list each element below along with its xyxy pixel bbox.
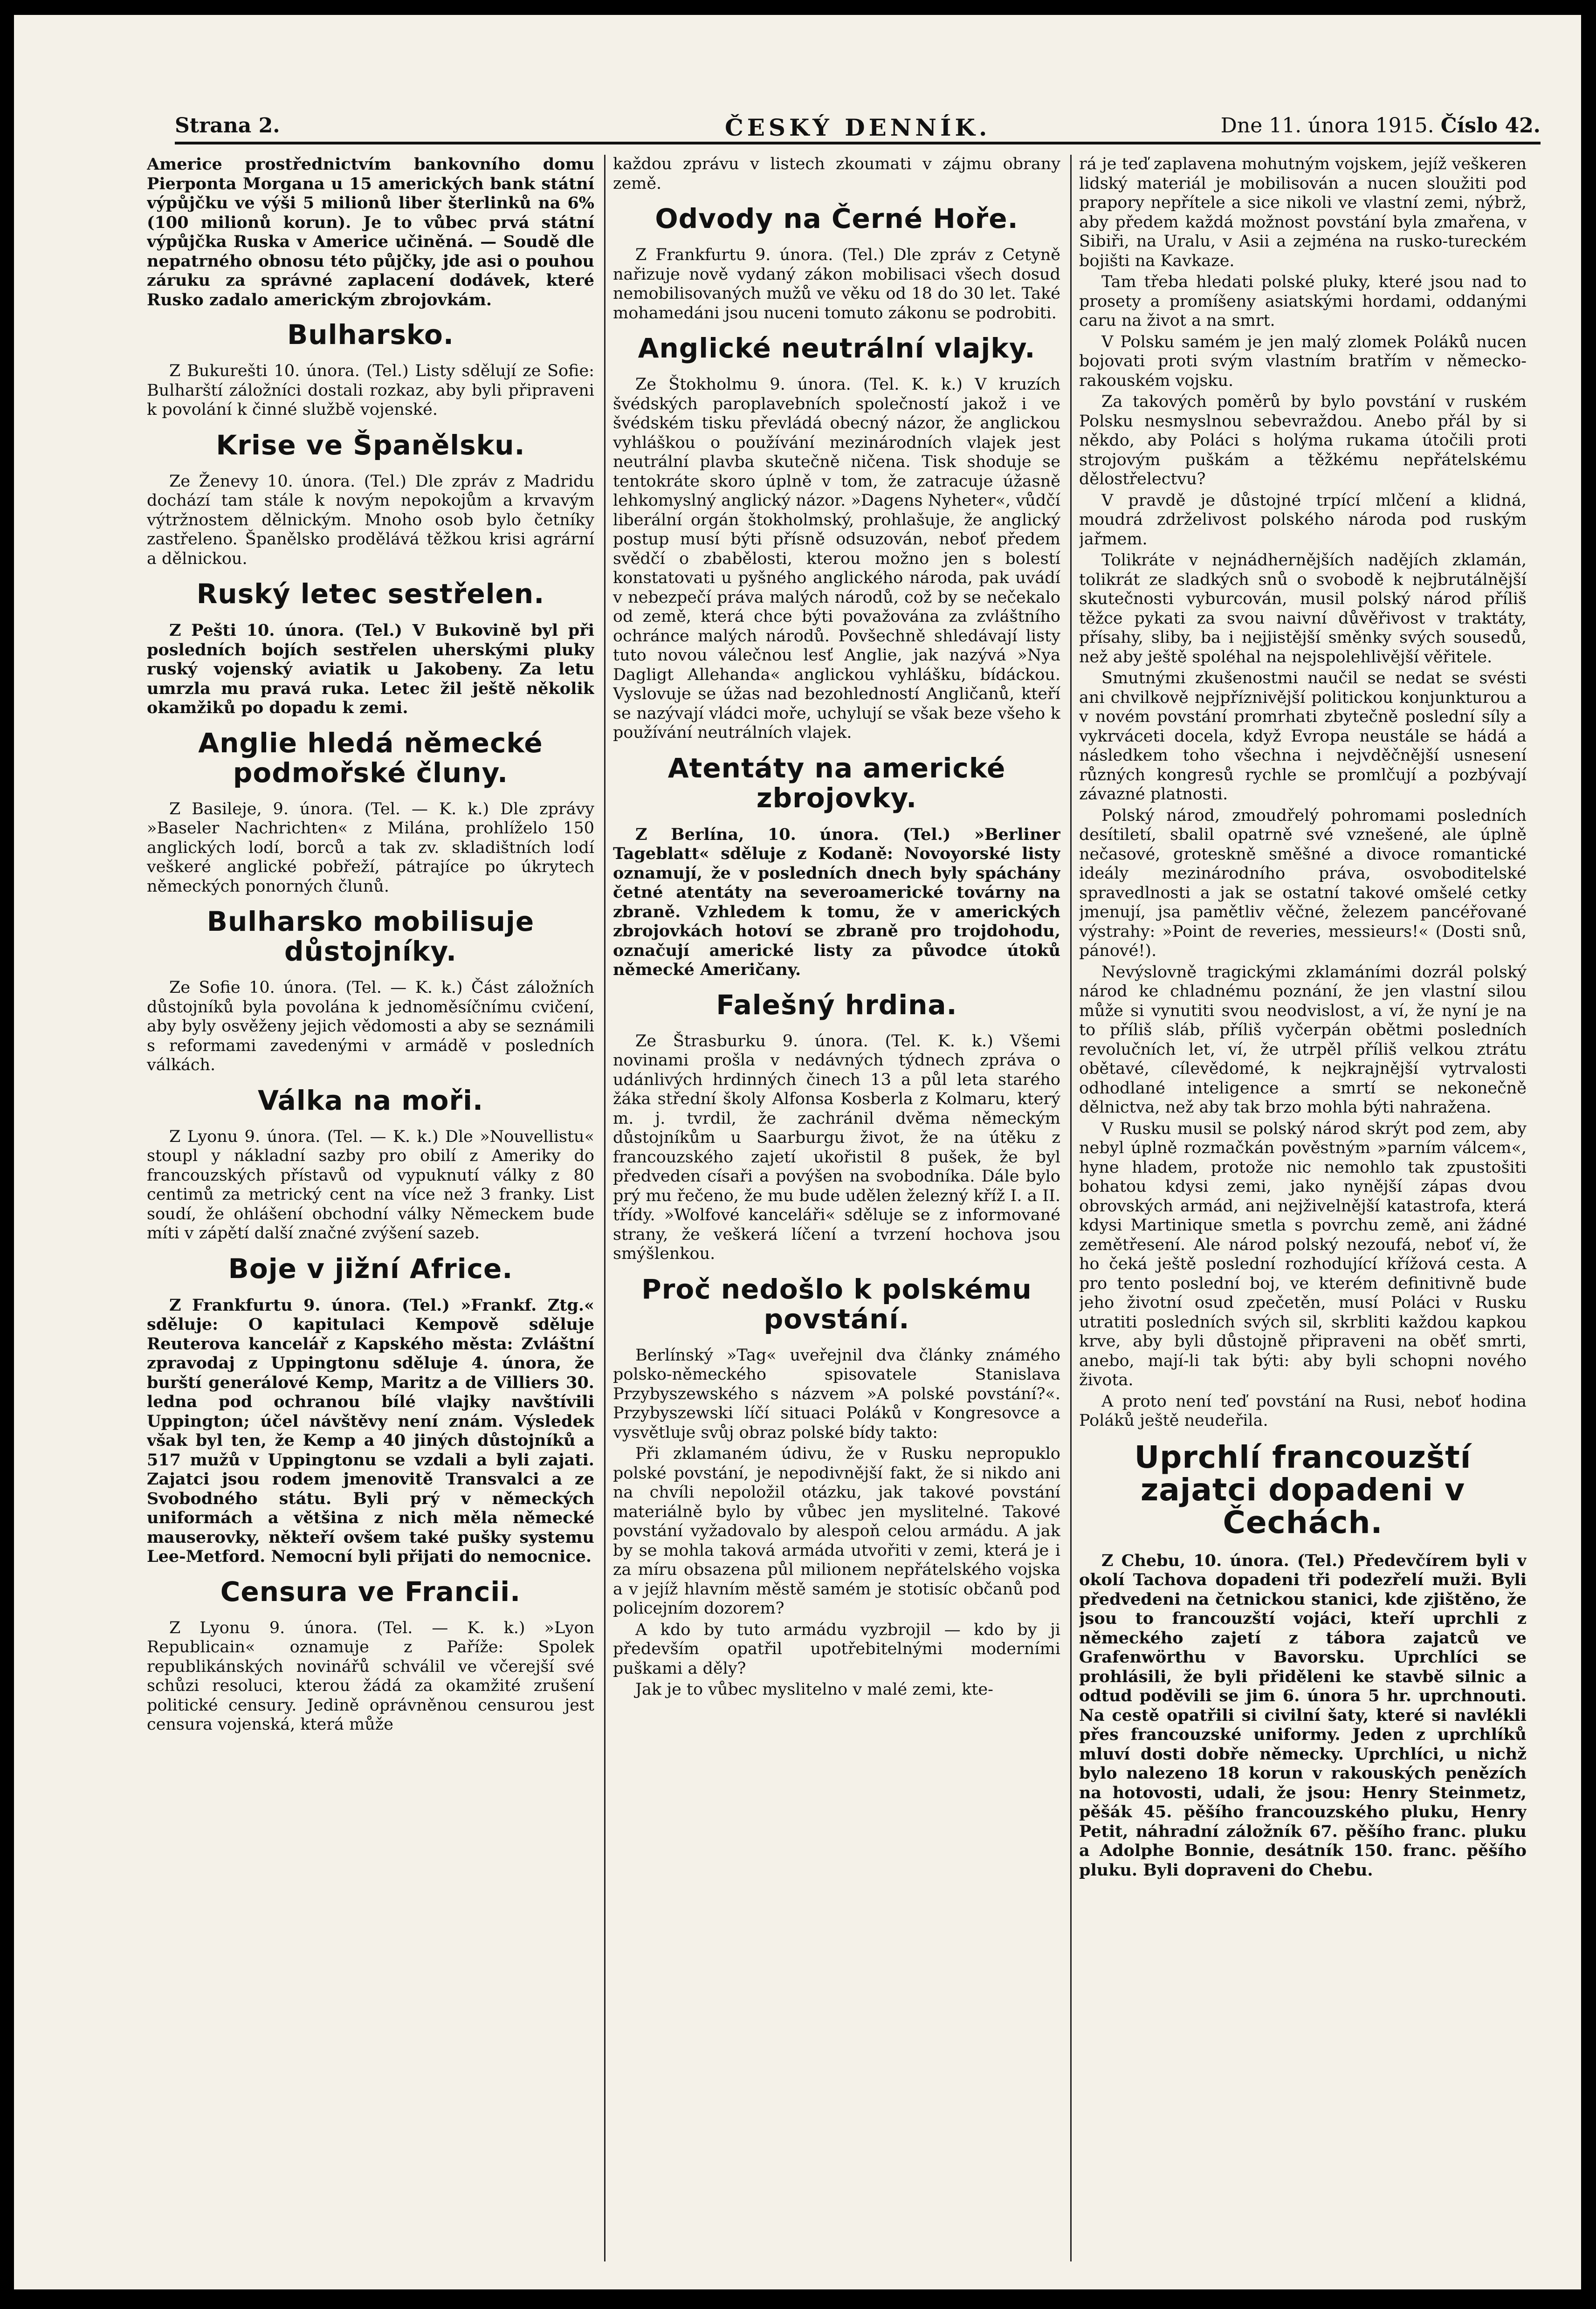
header-rule	[175, 142, 1541, 144]
article-body: Za takových poměrů by bylo povstání v ruském Polsku nesmyslnou sebevraždou. Anebo přál by si někdo, aby Poláci s holýma rukama útočili proti strojovým puškám a těžkému nepřátelskému dělostřelectvu?	[1079, 392, 1527, 488]
headline-falesny-hrdina: Falešný hrdina.	[716, 989, 957, 1021]
headline-polske-povstani: Proč nedošlo k polskému povstání.	[641, 1273, 1032, 1335]
article-body: Ze Sofie 10. února. (Tel. — K. k.) Část záložních důstojníků byla povolána k jednoměsíčnímu cvičení, aby byly osvěženy jejich vědomosti a aby se seznámili s reformami zavedenými v armádě v posledních válkách.	[147, 978, 594, 1074]
headline-atentaty-zbrojovky: Atentáty na americké zbrojovky.	[667, 752, 1006, 814]
article-continuation: každou zprávu v listech zkoumati v zájmu obrany země.	[613, 155, 1060, 193]
article-body: Z Berlína, 10. února. (Tel.) »Berliner Tageblatt« sděluje z Kodaně: Novoyorské listy oznamují, že v posledních dnech byly spáchány četné atentáty na severoamerické továrny na zbraně. Vzhledem k tomu, že v amerických zbrojovkách hotoví se zbraně pro trojdohodu, označují americké listy za původce útoků německé Američany.	[613, 825, 1060, 979]
article-body: V Polsku samém je jen malý zlomek Poláků nucen bojovati proti svým vlastním bratřím v německo-rakouském vojsku.	[1079, 332, 1527, 390]
headline-anglie-cluny: Anglie hledá německé podmořské čluny.	[198, 727, 543, 789]
article-body: Z Pešti 10. února. (Tel.) V Bukovině byl při posledních bojích sestřelen uherskými pluky ruský vojenský aviatik u Jakobeny. Za letu umrzla mu pravá ruka. Letec žil ještě několik okamžiků po dopadu k zemi.	[147, 621, 594, 717]
headline-censura-francie: Censura ve Francii.	[220, 1575, 521, 1608]
article-body: Ze Štrasburku 9. února. (Tel. K. k.) Všemi novinami prošla v nedávných týdnech zpráva o udánlivých hrdinných činech 13 a půl leta starého žáka střední školy Alfonsa Kosberla z Kolmaru, který m. j. tvrdil, že zachránil dvěma německým důstojníkům u Saarburgu život, že na útěku z francouzského zajetí ukořistil 8 pušek, že byl předveden císaři a povýšen na svobodníka. Dále bylo prý mu řečeno, že mu bude udělen železný kříž I. a II. třídy. »Wolfové kanceláři« sděluje se z informované strany, že veškerá líčení a tvrzení hochova jsou smýšlenkou.	[613, 1031, 1060, 1263]
issue-info	[1221, 114, 1541, 137]
article-body: Nevýslovně tragickými zklamáními dozrál polský národ ke chladnému poznání, že jen vlastní silou může si vynutiti svou neodvislost, a ví, že nyní je na to příliš sláb, příliš vyčerpán obětmi posledních revolučních let, ví, že utrpěl příliš velkou ztrátu obětavé, cílevědomé, k nejkrajnější vytrvalosti odhodlané inteligence a smrtí se nekonečně dělnictva, než aby tak brzo mohla býti nahražena.	[1079, 962, 1527, 1117]
article-body: Jak je to vůbec myslitelno v malé zemi, kte-	[635, 1680, 993, 1699]
headline-krise-spanelsko: Krise ve Španělsku.	[216, 429, 525, 461]
article-body: Z Frankfurtu 9. února. (Tel.) Dle zpráv z Cetyně nařizuje nově vydaný zákon mobilisaci všech dosud nemobilisovaných mužů ve věku od 18 do 30 let. Také mohamedáni jsou nuceni tomuto zákonu se podrobiti.	[613, 246, 1060, 323]
article-body: Z Lyonu 9. února. (Tel. — K. k.) »Lyon Republicain« oznamuje z Paříže: Spolek republikánských novinářů schválil ve včerejší své schůzi resoluci, kterou žádá za okamžité zrušení politické censury. Jedině oprávněnou censurou jest censura vojenská, která může	[147, 1618, 594, 1734]
article-body: Ze Štokholmu 9. února. (Tel. K. k.) V kruzích švédských paroplavebních společností jakož i ve švédském tisku převládá obecný názor, že anglickou vyhláškou o používání mezinárodních vlajek jest neutrální plavba skutečně ničena. Tisk shoduje se tentokráte skoro úplně v tom, že zatracuje úžasně lehkomyslný anglický názor. »Dagens Nyheter«, vůdčí liberální orgán štokholmský, prohlašuje, že anglický postup musí býti přísně odsuzován, neboť předem svědčí o zbabělosti, kterou možno jen s bolestí konstatovati u pyšného anglického národa, pak uvádí v nebezpečí práva malých národů, což by se nečekalo od země, která chce býti považována za zvláštního ochránce malých národů. Povšechně shledávají listy tuto novou válečnou lesť Anglie, jak nazývá »Nya Dagligt Allehanda« anglickou vyhlášku, bídáckou. Vyslovuje se úžas nad bezohledností Angličanů, kteří se nazývají vládci moře, uchylují se však beze všeho k používání neutrálních vlajek.	[613, 375, 1060, 742]
headline-valka-na-mori: Válka na moři.	[257, 1084, 484, 1116]
article-body: Polský národ, zmoudřelý pohromami posledních desítiletí, sbalil opatrně své vznešené, ale úplně nečasové, groteskně směšné a divoce romantické ideály mezinárodního práva, osvoboditelské spravedlnosti a jak se ostatní takové omšelé cetky jmenují, jsa pamětliv věčné, železem pancéřované výstrahy: »Point de reveries, messieurs!« (Dosti snů, pánové!).	[1079, 806, 1527, 960]
article-body: Z Frankfurtu 9. února. (Tel.) »Frankf. Ztg.« sděluje: O kapitulaci Kempově sděluje Reuterova kancelář z Kapského města: Zvláštní zpravodaj z Uppingtonu sděluje 4. února, že burští generálové Kemp, Maritz a de Villiers 30. ledna pod ochranou bílé vlajky navštívili Uppington; účel návštěvy není znám. Výsledek však byl ten, že Kemp a 40 jiných důstojníků a 517 mužů v Uppingtonu se vzdali a byli zajati. Zajatci jsou rodem jmenovitě Transvalci a ze Svobodného státu. Byli prý v německých uniformách a většina z nich měla německé mauserovky, někteří ovšem také pušky systemu Lee-Metford. Nemocní byli přijati do nemocnice.	[147, 1295, 594, 1566]
article-body: Tolikráte v nejnádhernějších nadějích zklamán, tolikrát ze sladkých snů o svobodě k nejbrutálnější skutečnosti vyburcován, musil polský národ příliš těžce pykati za svou naivní důvěřivost v traktáty, přísahy, sliby, ba i nejjistější směnky svých sousedů, než aby ještě spoléhal na nejspolehlivější věřitele.	[1079, 551, 1527, 667]
column-2	[613, 155, 1060, 2261]
article-body: Tam třeba hledati polské pluky, které jsou nad to prosety a promíšeny asiatskými hordami, oddanými caru na život a na smrt.	[1079, 273, 1527, 330]
article-body: Smutnými zkušenostmi naučil se nedat se svésti ani chvilkově nejpříznivější politickou konjunkturou a v novém povstání promrhati zbytečně poslední síly a vykrváceti docela, když Evropa neustále se hádá a následkem toho všechna i nejvděčnější usnesení různých kongresů rychle se promlčují a pozbývají závazné platnosti.	[1079, 669, 1527, 804]
newspaper-title: ČESKÝ DENNÍK.	[725, 114, 991, 141]
page-number: Strana 2.	[175, 114, 280, 137]
article-continuation: rá je teď zaplavena mohutným vojskem, jejíž veškeren lidský materiál je mobilisován a nucen sloužiti pod prapory nepřítele a sice nikoli ve vlastní zemi, nýbrž, aby předem každá možnost povstání byla zmařena, v Sibiři, na Uralu, v Asii a zejména na rusko-tureckém bojišti na Kavkaze.	[1079, 155, 1527, 270]
headline-bulharsko: Bulharsko.	[287, 319, 454, 350]
issue-date: Dne 11. února 1915.	[1220, 114, 1434, 137]
article-body: Při zklamaném údivu, že v Rusku nepropuklo polské povstání, je nepodivnější fakt, že si nikdo ani na chvíli nepoložil otázku, jak takové povstání materiálně bylo by vůbec jen myslitelné. Takové povstání vyžadovalo by alespoň celou armádu. A jak by se mohla taková armáda utvořiti v zemi, která je i za míru obsazena půl milionem nepřátelského vojska a v jejíž hlavním městě samém je stotisíc občanů pod policejním dozorem?	[613, 1444, 1060, 1618]
article-continuation: Americe prostřednictvím bankovního domu Pierponta Morgana u 15 amerických bank státní výpůjčku ve výši 5 milionů liber šterlinků na 6% (100 milionů korun). Je to vůbec prvá státní výpůjčka Ruska v Americe učiněná. — Soudě dle nepatrného obnosu této půjčky, jde asi o pouhou záruku za správné zaplacení dodávek, které Rusko zadalo americkým zbrojovkám.	[147, 155, 594, 309]
column-3	[1079, 155, 1527, 2261]
newspaper-page	[14, 15, 1581, 2289]
article-body: Z Lyonu 9. února. (Tel. — K. k.) Dle »Nouvellistu« stoupl y nákladní sazby pro obilí z Ameriky do francouzských přístavů od vypuknutí války z 80 centimů za metrický cent na více než 3 franky. List soudí, že ohlášení obchodní války Německem bude míti v zápětí další značné zvýšení sazeb.	[147, 1127, 594, 1243]
headline-uprchli-zajatci: Uprchlí francouzští zajatci dopadeni v Čechách.	[1134, 1439, 1472, 1540]
article-body: A kdo by tuto armádu vyzbrojil — kdo by ji především opatřil upotřebitelnými moderními puškami a děly?	[613, 1620, 1060, 1678]
headline-odvody-cerna-hora: Odvody na Černé Hoře.	[655, 203, 1018, 234]
headline-boje-afrika: Boje v jižní Africe.	[228, 1252, 513, 1285]
article-body: Z Bukurešti 10. února. (Tel.) Listy sdělují ze Sofie: Bulharští záložníci dostali rozkaz, aby byli připraveni k povolání k činné službě vojenské.	[147, 362, 594, 419]
issue-number: Číslo 42.	[1440, 114, 1541, 137]
headline-rusky-letec: Ruský letec sestřelen.	[196, 578, 545, 610]
column-1	[147, 155, 594, 2261]
article-body: Z Chebu, 10. února. (Tel.) Předevčírem byli v okolí Tachova dopadeni tři podezřelí muži. Byli předvedeni na četnickou stanici, kde zjištěno, že jsou to francouzští vojáci, kteří uprchli z německého zajetí z tábora zajatců ve Grafenwörthu v Bavorsku. Uprchlíci se prohlásili, že byli přiděleni ke stavbě silnic a odtud poděvili se jim 6. února 5 hr. uprchnouti. Na cestě opatřili si civilní šaty, které si navlékli přes francouzské uniformy. Jeden z uprchlíků mluví dosti dobře německy. Uprchlíci, u nichž bylo nalezeno 18 korun v rakouských penězích na hotovosti, udali, že jsou: Henry Steinmetz, pěšák 45. pěšího francouzského pluku, Henry Petit, náhradní záložník 67. pěšího franc. pluku a Adolphe Bonnie, desátník 150. franc. pěšího pluku. Byli dopraveni do Chebu.	[1079, 1551, 1527, 1880]
article-body: Ze Ženevy 10. února. (Tel.) Dle zpráv z Madridu dochází tam stále k novým nepokojům a krvavým výtržnostem dělnickým. Mnoho osob bylo četníky zastřeleno. Španělsko prodělává těžkou krisi agrární a dělnickou.	[147, 472, 594, 568]
article-body: Berlínský »Tag« uveřejnil dva články známého polsko-německého spisovatele Stanislava Przybyszewského s názvem »A polské povstání?«. Przybyszewski líčí situaci Poláků v Kongresovce a vysvětluje svůj obraz polské bídy takto:	[613, 1346, 1060, 1442]
article-body: A proto není teď povstání na Rusi, neboť hodina Poláků ještě neudeřila.	[1079, 1392, 1527, 1430]
article-body: V Rusku musil se polský národ skrýt pod zem, aby nebyl úplně rozmačkán pověstným »parním válcem«, hyne hladem, protože nic nemohlo tak zpustošiti bohatou kdysi zemi, jako nynější zápas dvou obrovských armád, ani nejživelnější katastrofa, která kdysi Martinique smetla s povrchu země, ani žádné zemětřesení. Ale národ polský nezoufá, neboť ví, že ho čeká ještě poslední rozhodující křížová cesta. A pro tento poslední boj, ve kterém definitivně bude jeho životní osud zpečetěn, musí Poláci v Rusku utratiti posledních svých sil, skrbliti každou kapkou krve, aby byli důstojně připraveni na oběť smrti, anebo, mají-li tak býti: aby byli schopni nového života.	[1079, 1119, 1527, 1389]
article-body: Z Basileje, 9. února. (Tel. — K. k.) Dle zprávy »Baseler Nachrichten« z Milána, prohlíželo 150 anglických lodí, borců a tak zv. skladištních lodí veškeré anglické pobřeží, pátrajíce po úkrytech německých ponorných člunů.	[147, 799, 594, 896]
headline-bulharsko-mobilisuje: Bulharsko mobilisuje důstojníky.	[206, 906, 535, 967]
article-body: V pravdě je důstojné trpící mlčení a klidná, moudrá zdrželivost polského národa pod ruským jařmem.	[1079, 491, 1527, 549]
column-divider	[604, 155, 605, 2261]
column-divider	[1070, 155, 1072, 2261]
headline-anglicke-vlajky: Anglické neutrální vlajky.	[638, 332, 1036, 364]
